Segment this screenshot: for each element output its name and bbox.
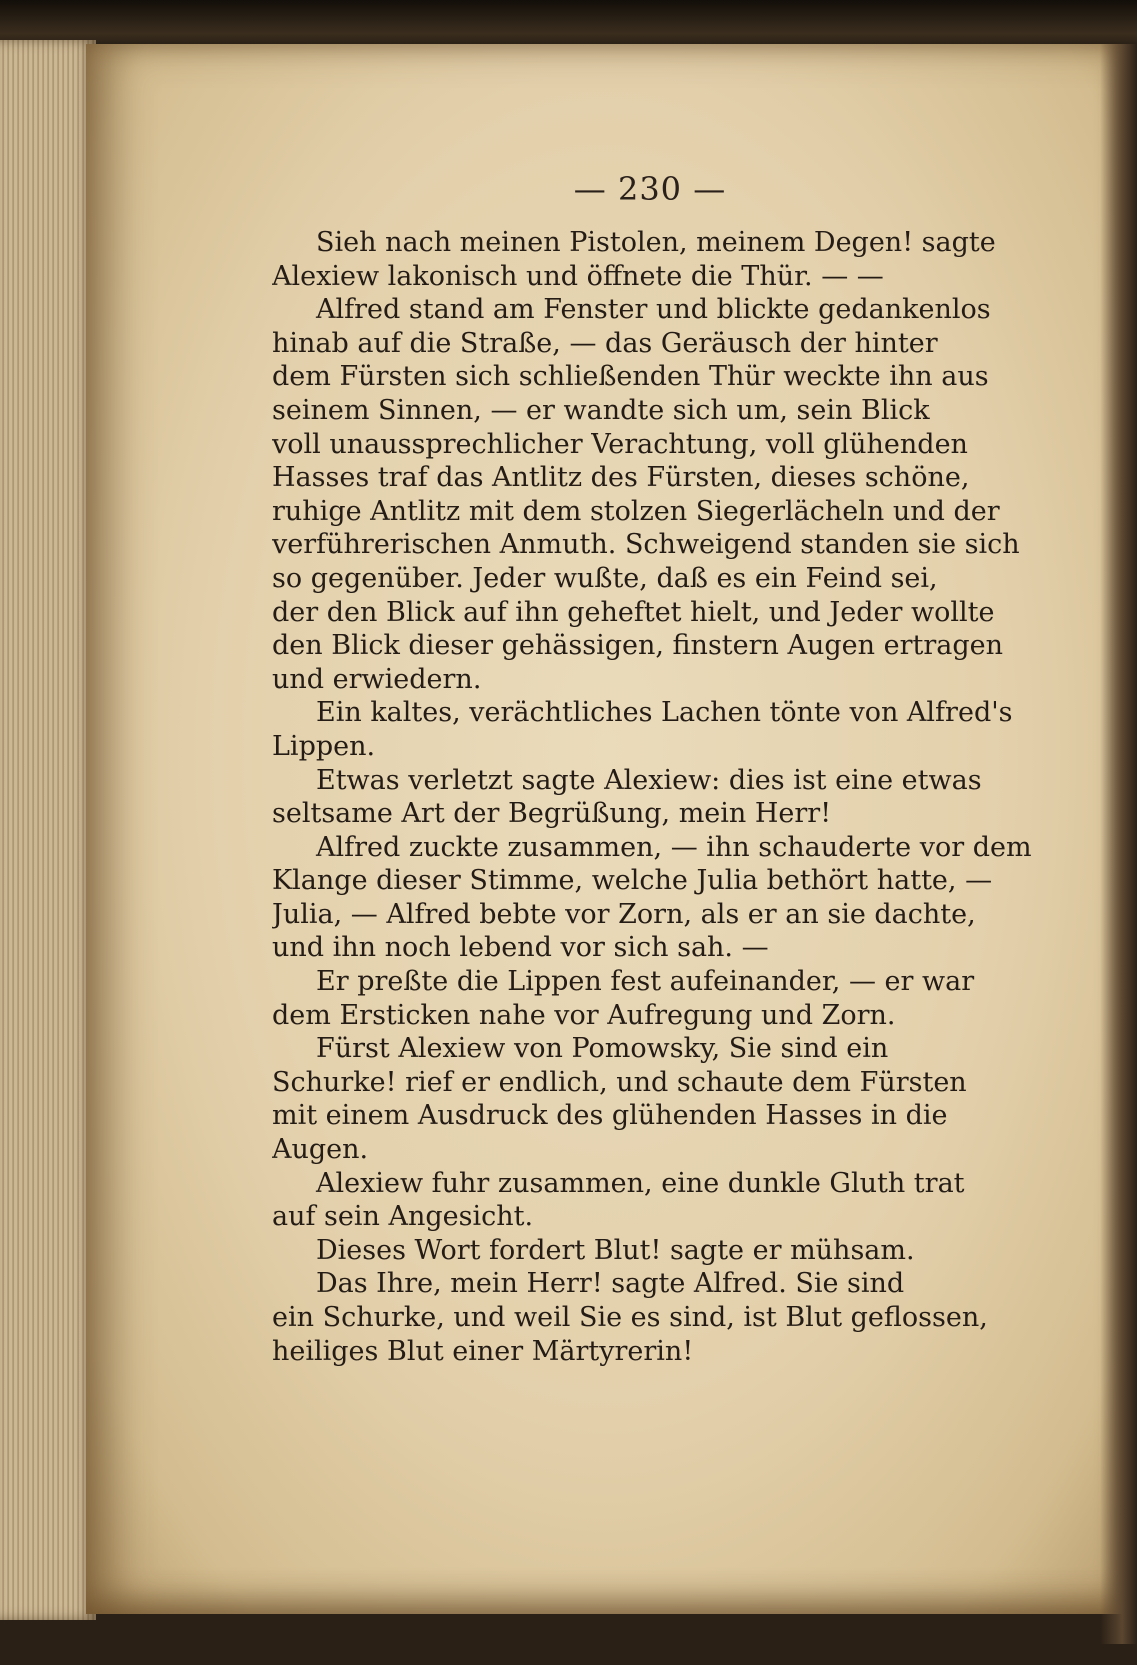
text-line: seltsame Art der Begrüßung, mein Herr! xyxy=(272,798,832,830)
text-line: hinab auf die Straße, — das Geräusch der hinter xyxy=(272,327,938,359)
text-line: ruhige Antlitz mit dem stolzen Siegerlächeln und der xyxy=(272,495,1000,527)
text-line: Sieh nach meinen Pistolen, meinem Degen! sagte xyxy=(316,227,996,258)
text-line: verführerischen Anmuth. Schweigend standen sie sich xyxy=(272,529,1020,561)
page-gutter xyxy=(1100,44,1137,1644)
page-number: — 230 — xyxy=(573,170,727,208)
text-line: Alexiew fuhr zusammen, eine dunkle Gluth trat xyxy=(316,1167,965,1199)
text-line: heiliges Blut einer Märtyrerin! xyxy=(272,1335,694,1367)
text-line: Dieses Wort fordert Blut! sagte er mühsam. xyxy=(316,1234,915,1266)
binding-shadow xyxy=(0,0,1137,48)
text-line: Augen. xyxy=(272,1134,369,1166)
body-text xyxy=(272,226,1062,1368)
text-line: Alfred zuckte zusammen, — ihn schauderte vor dem xyxy=(316,831,1032,863)
text-line: Er preßte die Lippen fest aufeinander, — er war xyxy=(316,966,975,998)
text-line: Klange dieser Stimme, welche Julia bethört hatte, — xyxy=(272,865,993,897)
text-line: seinem Sinnen, — er wandte sich um, sein Blick xyxy=(272,394,930,426)
text-line: Julia, — Alfred bebte vor Zorn, als er an sie dachte, xyxy=(272,898,976,930)
text-line: Etwas verletzt sagte Alexiew: dies ist eine etwas xyxy=(316,764,982,796)
stacked-page-edges xyxy=(0,40,96,1620)
text-line: ein Schurke, und weil Sie es sind, ist Blut geflossen, xyxy=(272,1302,988,1333)
text-line: Das Ihre, mein Herr! sagte Alfred. Sie sind xyxy=(316,1268,905,1300)
text-line: Hasses traf das Antlitz des Fürsten, dieses schöne, xyxy=(272,462,970,494)
text-line: und ihn noch lebend vor sich sah. — xyxy=(272,932,769,964)
text-line: Alexiew lakonisch und öffnete die Thür. — — xyxy=(272,260,884,292)
text-line: Alfred stand am Fenster und blickte gedankenlos xyxy=(316,294,991,326)
text-line: dem Fürsten sich schließenden Thür weckte ihn aus xyxy=(272,361,989,393)
text-line: Lippen. xyxy=(272,730,376,762)
text-line: voll unaussprechlicher Verachtung, voll glühenden xyxy=(272,428,968,460)
text-line: den Blick dieser gehässigen, finstern Augen ertragen xyxy=(272,630,1004,662)
text-line: der den Blick auf ihn geheftet hielt, und Jeder wollte xyxy=(272,596,995,628)
text-line: Ein kaltes, verächtliches Lachen tönte von Alfred's xyxy=(316,697,1013,729)
text-line: so gegenüber. Jeder wußte, daß es ein Feind sei, xyxy=(272,562,938,594)
text-line: mit einem Ausdruck des glühenden Hasses in die xyxy=(272,1100,948,1132)
text-line: Fürst Alexiew von Pomowsky, Sie sind ein xyxy=(316,1033,889,1065)
text-line: und erwiedern. xyxy=(272,663,482,695)
text-line: Schurke! rief er endlich, und schaute dem Fürsten xyxy=(272,1066,967,1098)
text-line: auf sein Angesicht. xyxy=(272,1201,534,1233)
text-line: dem Ersticken nahe vor Aufregung und Zorn. xyxy=(272,999,896,1031)
